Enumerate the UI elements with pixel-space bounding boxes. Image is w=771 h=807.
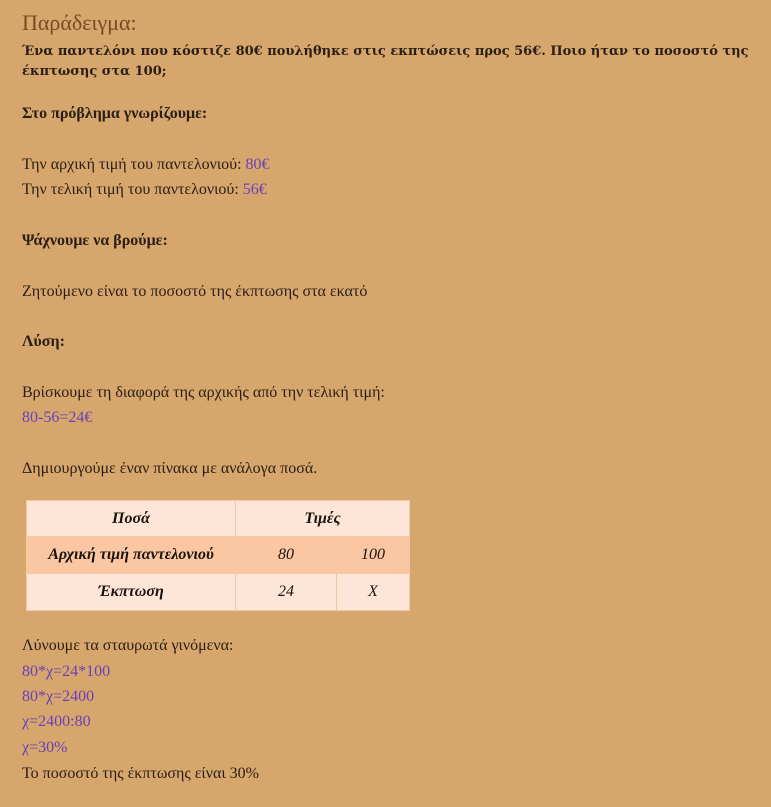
table-row bbox=[27, 501, 410, 537]
table-cell-initial-a: 80 bbox=[236, 537, 337, 574]
table-row bbox=[27, 537, 410, 574]
table-cell-discount-a: 24 bbox=[236, 574, 337, 611]
final-price-line bbox=[22, 180, 267, 200]
table-header-values: Τιμές bbox=[236, 501, 410, 537]
difference-calc: 80-56=24€ bbox=[22, 409, 93, 426]
table-row bbox=[27, 574, 410, 611]
proportion-table-wrapper bbox=[26, 500, 410, 610]
calc-line-4: χ=30% bbox=[22, 739, 68, 756]
problem-statement: Ένα παντελόνι που κόστιζε 80€ πουλήθηκε στις εκπτώσεις προς 56€. Ποιο ήταν το ποσοστό της έκπτωσης στα 100; bbox=[22, 44, 749, 79]
wanted-heading: Ψάχνουμε να βρούμε: bbox=[22, 232, 168, 249]
proportion-table bbox=[26, 500, 410, 611]
final-price-label: Την τελική τιμή του παντελονιού: bbox=[22, 181, 243, 198]
initial-price-line bbox=[22, 155, 270, 175]
step-table: Δημιουργούμε έναν πίνακα με ανάλογα ποσά. bbox=[22, 460, 318, 477]
final-price-value: 56€ bbox=[242, 181, 267, 198]
solution-heading: Λύση: bbox=[22, 333, 65, 350]
step-cross-multiply: Λύνουμε τα σταυρωτά γινόμενα: bbox=[22, 637, 234, 654]
table-cell-initial-label: Αρχική τιμή παντελονιού bbox=[27, 537, 236, 574]
calc-line-2: 80*χ=2400 bbox=[22, 688, 95, 705]
table-header-amounts: Ποσά bbox=[27, 501, 236, 537]
calc-line-1: 80*χ=24*100 bbox=[22, 663, 111, 680]
step-difference: Βρίσκουμε τη διαφορά της αρχικής από την τελική τιμή: bbox=[22, 384, 385, 401]
conclusion: Το ποσοστό της έκπτωσης είναι 30% bbox=[22, 765, 259, 782]
table-cell-discount-x: Χ bbox=[337, 574, 410, 611]
initial-price-label: Την αρχική τιμή του παντελονιού: bbox=[22, 156, 246, 173]
initial-price-value: 80€ bbox=[245, 156, 270, 173]
wanted-text: Ζητούμενο είναι το ποσοστό της έκπτωσης στα εκατό bbox=[22, 283, 368, 300]
calc-line-3: χ=2400:80 bbox=[22, 713, 91, 730]
table-cell-discount-label: Έκπτωση bbox=[27, 574, 236, 611]
table-cell-initial-b: 100 bbox=[337, 537, 410, 574]
known-heading: Στο πρόβλημα γνωρίζουμε: bbox=[22, 105, 208, 122]
page-title: Παράδειγμα: bbox=[22, 10, 137, 35]
